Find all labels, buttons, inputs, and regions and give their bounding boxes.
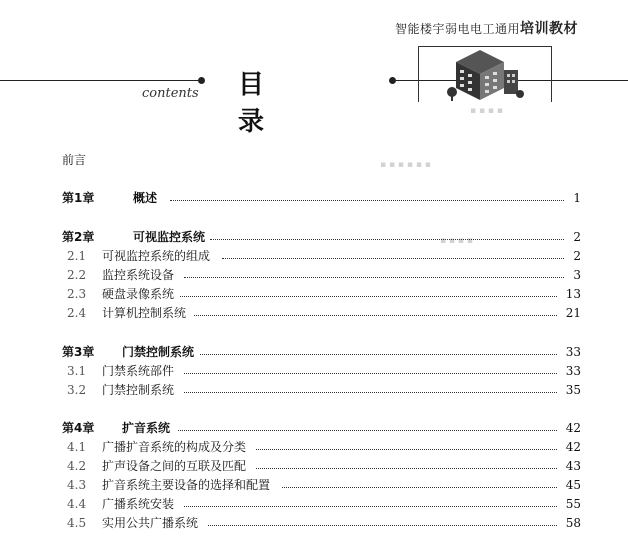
bleed-through-mark: ▪ ▪ ▪ ▪ ▪ ▪ bbox=[380, 160, 431, 170]
section-number: 2.2 bbox=[67, 268, 87, 282]
toc-section-row[interactable] bbox=[0, 457, 628, 475]
chapter-title: 概述 bbox=[133, 191, 158, 205]
bleed-through-mark: ▪ ▪ ▪ ▪ bbox=[440, 236, 473, 246]
toc-chapter-row[interactable] bbox=[0, 343, 628, 361]
leader-dots bbox=[256, 449, 557, 450]
page-number: 13 bbox=[565, 287, 581, 301]
section-number: 4.1 bbox=[67, 440, 87, 454]
section-title: 门禁系统部件 bbox=[102, 364, 175, 378]
page-number: 55 bbox=[565, 497, 581, 511]
page-number: 58 bbox=[565, 516, 581, 530]
series-title bbox=[395, 18, 578, 38]
bleed-through-mark: ▪ ▪ ▪ ▪ bbox=[470, 106, 503, 116]
toc-section-row[interactable] bbox=[0, 381, 628, 399]
page-number: 33 bbox=[565, 345, 581, 359]
section-title: 广播系统安装 bbox=[102, 497, 175, 511]
building-illustration bbox=[446, 40, 526, 102]
chapter-number: 第2章 bbox=[62, 230, 95, 244]
page-number: 43 bbox=[565, 459, 581, 473]
contents-word: contents bbox=[142, 86, 199, 101]
chapter-title: 门禁控制系统 bbox=[122, 345, 195, 359]
page-number: 42 bbox=[565, 421, 581, 435]
section-title: 计算机控制系统 bbox=[102, 306, 187, 320]
toc-preface-label: 前言 bbox=[62, 153, 87, 167]
page-number: 33 bbox=[565, 364, 581, 378]
toc-chapter-row[interactable] bbox=[0, 189, 628, 207]
toc-section-row[interactable] bbox=[0, 304, 628, 322]
section-title: 扩音系统主要设备的选择和配置 bbox=[102, 478, 271, 492]
section-number: 2.3 bbox=[67, 287, 87, 301]
toc-section-row[interactable] bbox=[0, 495, 628, 513]
section-number: 3.1 bbox=[67, 364, 87, 378]
toc-section-row[interactable] bbox=[0, 476, 628, 494]
section-number: 4.3 bbox=[67, 478, 87, 492]
toc-section-row[interactable] bbox=[0, 285, 628, 303]
leader-dots bbox=[256, 468, 557, 469]
leader-dots bbox=[194, 315, 557, 316]
toc-section-row[interactable] bbox=[0, 362, 628, 380]
chapter-title: 可视监控系统 bbox=[133, 230, 206, 244]
leader-dots bbox=[200, 354, 557, 355]
section-number: 4.4 bbox=[67, 497, 87, 511]
page-number: 21 bbox=[565, 306, 581, 320]
section-title: 扩声设备之间的互联及匹配 bbox=[102, 459, 247, 473]
chapter-number: 第1章 bbox=[62, 191, 95, 205]
page-number: 42 bbox=[565, 440, 581, 454]
page-number: 35 bbox=[565, 383, 581, 397]
leader-dots bbox=[184, 392, 557, 393]
toc-section-row[interactable] bbox=[0, 266, 628, 284]
page-number: 1 bbox=[573, 191, 581, 205]
section-number: 2.4 bbox=[67, 306, 87, 320]
series-title-bold: 培训教材 bbox=[520, 21, 578, 37]
chapter-number: 第4章 bbox=[62, 421, 95, 435]
section-title: 硬盘录像系统 bbox=[102, 287, 175, 301]
chapter-title: 扩音系统 bbox=[122, 421, 171, 435]
toc-chapter-row[interactable] bbox=[0, 228, 628, 246]
leader-dots bbox=[180, 296, 557, 297]
toc-section-row[interactable] bbox=[0, 438, 628, 456]
section-number: 4.5 bbox=[67, 516, 87, 530]
rule-dot-left bbox=[198, 77, 205, 84]
toc-preface[interactable] bbox=[0, 151, 628, 169]
toc-section-row[interactable] bbox=[0, 514, 628, 532]
section-title: 可视监控系统的组成 bbox=[102, 249, 211, 263]
section-number: 3.2 bbox=[67, 383, 87, 397]
leader-dots bbox=[208, 525, 557, 526]
section-title: 广播扩音系统的构成及分类 bbox=[102, 440, 247, 454]
leader-dots bbox=[210, 239, 564, 240]
leader-dots bbox=[184, 373, 557, 374]
chapter-number: 第3章 bbox=[62, 345, 95, 359]
section-title: 实用公共广播系统 bbox=[102, 516, 199, 530]
section-title: 监控系统设备 bbox=[102, 268, 175, 282]
leader-dots bbox=[170, 200, 564, 201]
section-number: 2.1 bbox=[67, 249, 87, 263]
leader-dots bbox=[184, 277, 564, 278]
page-number: 45 bbox=[565, 478, 581, 492]
page-number: 3 bbox=[573, 268, 581, 282]
page-number: 2 bbox=[573, 230, 581, 244]
leader-dots bbox=[222, 258, 564, 259]
leader-dots bbox=[184, 506, 557, 507]
header-rule-left bbox=[0, 80, 200, 81]
leader-dots bbox=[282, 487, 557, 488]
series-title-prefix: 智能楼宇弱电电工通用 bbox=[394, 22, 520, 36]
section-number: 4.2 bbox=[67, 459, 87, 473]
leader-dots bbox=[178, 430, 557, 431]
page-number: 2 bbox=[573, 249, 581, 263]
toc-section-row[interactable] bbox=[0, 247, 628, 265]
toc-chapter-row[interactable] bbox=[0, 419, 628, 437]
rule-dot-right bbox=[389, 77, 396, 84]
page-heading: 目录 bbox=[238, 70, 301, 137]
section-title: 门禁控制系统 bbox=[102, 383, 175, 397]
